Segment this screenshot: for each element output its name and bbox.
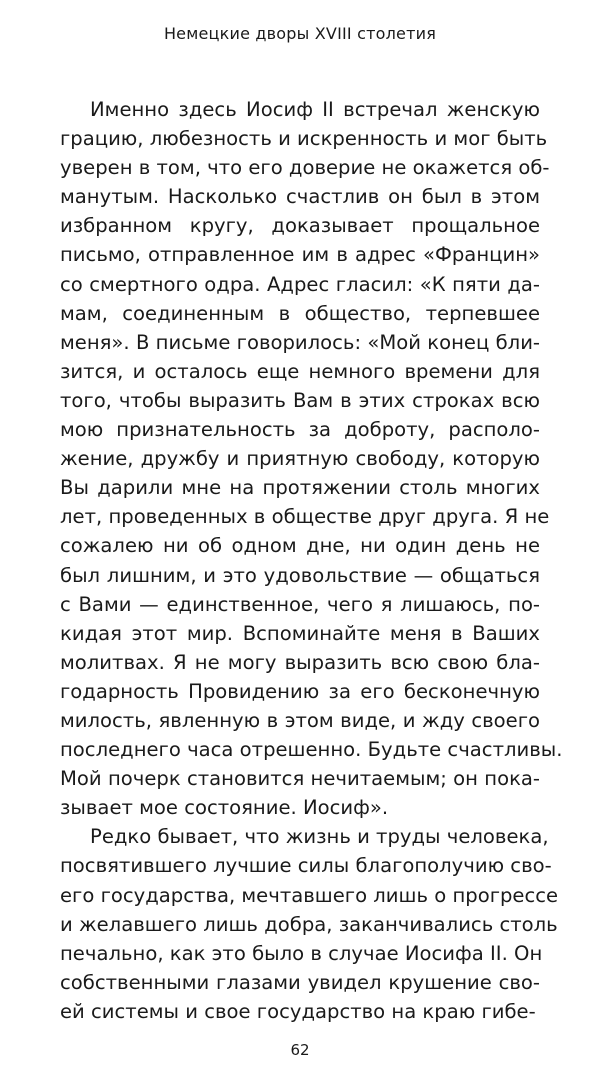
body-text	[60, 95, 563, 1026]
text-line: молитвах. Я не могу выразить всю свою бла-	[60, 650, 540, 674]
text-line: последнего часа отрешенно. Будьте счастливы.	[60, 738, 563, 762]
text-line: зится, и осталось еще немного времени для	[60, 359, 540, 383]
text-line: сожалею ни об одном дне, ни один день не	[60, 534, 540, 558]
text-line: того, чтобы выразить Вам в этих строках всю	[60, 388, 540, 412]
text-line: с Вами — единственное, чего я лишаюсь, по-	[60, 592, 540, 616]
text-line: ей системы и свое государство на краю гибе-	[60, 999, 536, 1023]
text-line: был лишним, и это удовольствие — общаться	[60, 563, 540, 587]
text-line: Именно здесь Иосиф II встречал женскую	[90, 98, 540, 121]
text-line: манутым. Насколько счастлив он был в этом	[60, 185, 540, 209]
text-line: меня». В письме говорилось: «Мой конец бли-	[60, 330, 540, 354]
text-line: и желавшего лишь добра, заканчивались столь	[60, 912, 558, 936]
text-line: письмо, отправленное им в адрес «Францин»	[60, 243, 540, 267]
paragraph-1	[60, 95, 563, 822]
text-line: собственными глазами увидел крушение сво-	[60, 970, 540, 994]
page-number: 62	[290, 1041, 310, 1059]
text-line: уверен в том, что его доверие не окажется об-	[60, 156, 550, 180]
text-line: избранном кругу, доказывает прощальное	[60, 214, 540, 238]
text-line: кидая этот мир. Вспоминайте меня в Ваших	[60, 621, 540, 645]
text-line: Редко бывает, что жизнь и труды человека,	[90, 825, 549, 849]
text-line: зывает мое состояние. Иосиф».	[60, 796, 389, 820]
text-line: его государства, мечтавшего лишь о прогрессе	[60, 883, 559, 907]
text-line: мою признательность за доброту, располо-	[60, 418, 540, 442]
text-line: жение, дружбу и приятную свободу, которую	[60, 447, 540, 471]
text-line: грацию, любезность и искренность и мог быть	[60, 127, 548, 151]
text-line: Вы дарили мне на протяжении столь многих	[60, 476, 540, 500]
text-line: со смертного одра. Адрес гласил: «К пяти да-	[60, 272, 540, 296]
text-line: Мой почерк становится нечитаемым; он пока-	[60, 767, 540, 791]
running-title: Немецкие дворы XVIII столетия	[163, 24, 437, 43]
text-line: милость, явленную в этом виде, и жду своего	[60, 708, 540, 732]
text-line: посвятившего лучшие силы благополучию сво-	[60, 854, 552, 878]
paragraph-2	[60, 822, 559, 1026]
text-line: мам, соединенным в общество, терпевшее	[60, 301, 540, 325]
text-line: печально, как это было в случае Иосифа II. Он	[60, 941, 543, 965]
text-line: годарность Провидению за его бесконечную	[60, 679, 540, 703]
text-line: лет, проведенных в обществе друг друга. Я не	[60, 505, 550, 529]
